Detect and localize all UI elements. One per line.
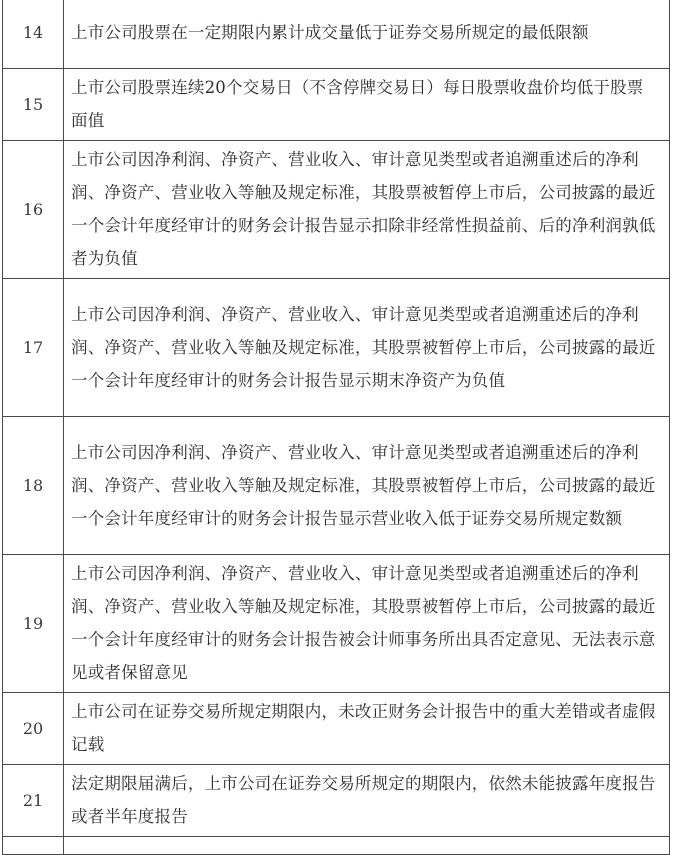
- delisting-conditions-table: [2, 0, 670, 855]
- row-number: 17: [3, 279, 64, 417]
- row-number: 15: [3, 69, 64, 141]
- table-row: [3, 555, 670, 693]
- row-text: 上市公司在证券交易所规定期限内，未改正财务会计报告中的重大差错或者虚假记载: [64, 693, 670, 765]
- row-text: 上市公司因净利润、净资产、营业收入、审计意见类型或者追溯重述后的净利润、净资产、营业收入等触及规定标准，其股票被暂停上市后，公司披露的最近一个会计年度经审计的财务会计报告被会计师事务所出具否定意见、无法表示意见或者保留意见: [64, 555, 670, 693]
- table-row: [3, 279, 670, 417]
- table-row-partial: [3, 837, 670, 855]
- table-row: [3, 0, 670, 69]
- table-row: [3, 693, 670, 765]
- row-number: 20: [3, 693, 64, 765]
- row-number-partial: [3, 837, 64, 855]
- row-number: 14: [3, 0, 64, 69]
- row-text: 上市公司因净利润、净资产、营业收入、审计意见类型或者追溯重述后的净利润、净资产、营业收入等触及规定标准，其股票被暂停上市后，公司披露的最近一个会计年度经审计的财务会计报告显示营业收入低于证券交易所规定数额: [64, 417, 670, 555]
- row-text: 法定期限届满后，上市公司在证券交易所规定的期限内，依然未能披露年度报告或者半年度报告: [64, 765, 670, 837]
- row-number: 16: [3, 141, 64, 279]
- row-text: 上市公司股票连续20个交易日（不含停牌交易日）每日股票收盘价均低于股票面值: [64, 69, 670, 141]
- row-number: 19: [3, 555, 64, 693]
- row-text: 上市公司因净利润、净资产、营业收入、审计意见类型或者追溯重述后的净利润、净资产、营业收入等触及规定标准，其股票被暂停上市后，公司披露的最近一个会计年度经审计的财务会计报告显示扣除非经常性损益前、后的净利润孰低者为负值: [64, 141, 670, 279]
- table-row: [3, 69, 670, 141]
- row-number: 21: [3, 765, 64, 837]
- table-row: [3, 141, 670, 279]
- row-text: 上市公司股票在一定期限内累计成交量低于证券交易所规定的最低限额: [64, 0, 670, 69]
- row-text-partial: [64, 837, 670, 855]
- row-text: 上市公司因净利润、净资产、营业收入、审计意见类型或者追溯重述后的净利润、净资产、营业收入等触及规定标准，其股票被暂停上市后，公司披露的最近一个会计年度经审计的财务会计报告显示期末净资产为负值: [64, 279, 670, 417]
- table-row: [3, 765, 670, 837]
- row-number: 18: [3, 417, 64, 555]
- table-row: [3, 417, 670, 555]
